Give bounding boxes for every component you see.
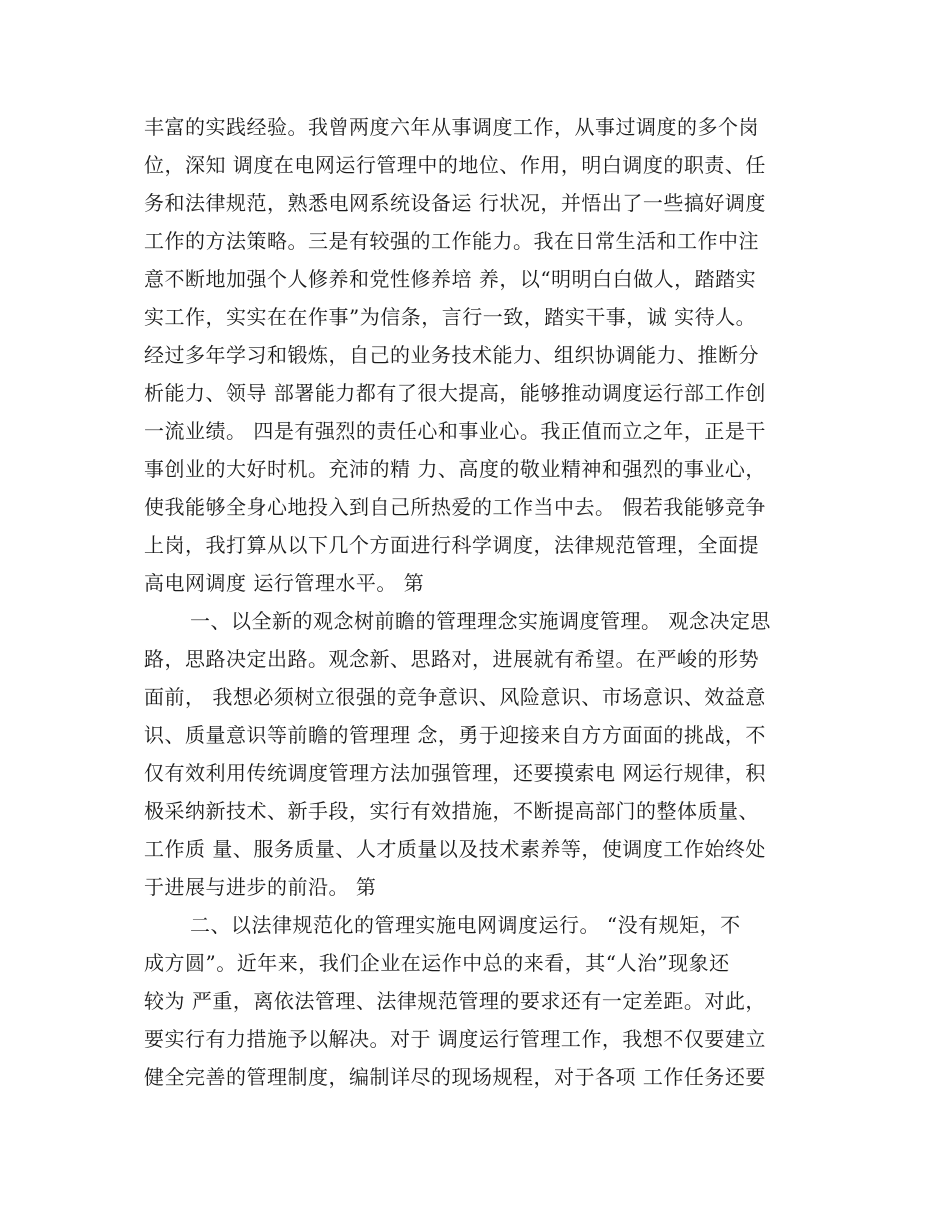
text-line: 仅有效利用传统调度管理方法加强管理，还要摸索电 网运行规律，积: [144, 761, 766, 785]
text-line: 一、以全新的观念树前瞻的管理理念实施调度管理。 观念决定思: [190, 609, 771, 633]
text-line: 工作质 量、服务质量、人才质量以及技术素养等，使调度工作始终处: [144, 837, 766, 861]
text-line: 于进展与进步的前沿。 第: [144, 875, 377, 899]
text-line: 二、以法律规范化的管理实施电网调度运行。 “没有规矩，不: [190, 913, 741, 937]
text-line: 意不断地加强个人修养和党性修养培 养，以“明明白白做人，踏踏实: [144, 267, 757, 291]
text-line: 析能力、领导 部署能力都有了很大提高，能够推动调度运行部工作创: [144, 381, 766, 405]
text-line: 面前， 我想必须树立很强的竞争意识、风险意识、市场意识、效益意: [144, 685, 766, 709]
text-line: 成方圆”。近年来，我们企业在运作中总的来看，其“人治”现象还: [144, 951, 730, 975]
text-line: 上岗，我打算从以下几个方面进行科学调度，法律规范管理，全面提: [144, 533, 759, 557]
text-line: 丰富的实践经验。我曾两度六年从事调度工作，从事过调度的多个岗: [144, 115, 759, 139]
text-line: 事创业的大好时机。充沛的精 力、高度的敬业精神和强烈的事业心，: [144, 457, 766, 481]
text-line: 使我能够全身心地投入到自己所热爱的工作当中去。 假若我能够竞争: [144, 495, 766, 519]
text-line: 一流业绩。 四是有强烈的责任心和事业心。我正值而立之年，正是干: [144, 419, 766, 443]
text-line: 高电网调度 运行管理水平。 第: [144, 571, 425, 595]
text-line: 务和法律规范，熟悉电网系统设备运 行状况，并悟出了一些搞好调度: [144, 191, 766, 215]
text-line: 较为 严重，离依法管理、法律规范管理的要求还有一定差距。对此，: [144, 989, 766, 1013]
text-line: 识、质量意识等前瞻的管理理 念，勇于迎接来自方方面面的挑战，不: [144, 723, 766, 747]
text-line: 位，深知 调度在电网运行管理中的地位、作用，明白调度的职责、任: [144, 153, 766, 177]
body-text: [144, 108, 814, 1096]
text-line: 要实行有力措施予以解决。对于 调度运行管理工作，我想不仅要建立: [144, 1027, 766, 1051]
text-line: 极采纳新技术、新手段，实行有效措施，不断提高部门的整体质量、: [144, 799, 759, 823]
text-line: 实工作，实实在在作事”为信条，言行一致，踏实干事，诚 实待人。: [144, 305, 757, 329]
text-line: 工作的方法策略。三是有较强的工作能力。我在日常生活和工作中注: [144, 229, 759, 253]
text-line: 经过多年学习和锻炼，自己的业务技术能力、组织协调能力、推断分: [144, 343, 759, 367]
text-line: 健全完善的管理制度，编制详尽的现场规程，对于各项 工作任务还要: [144, 1065, 766, 1089]
text-line: 路，思路决定出路。观念新、思路对，进展就有希望。在严峻的形势: [144, 647, 759, 671]
